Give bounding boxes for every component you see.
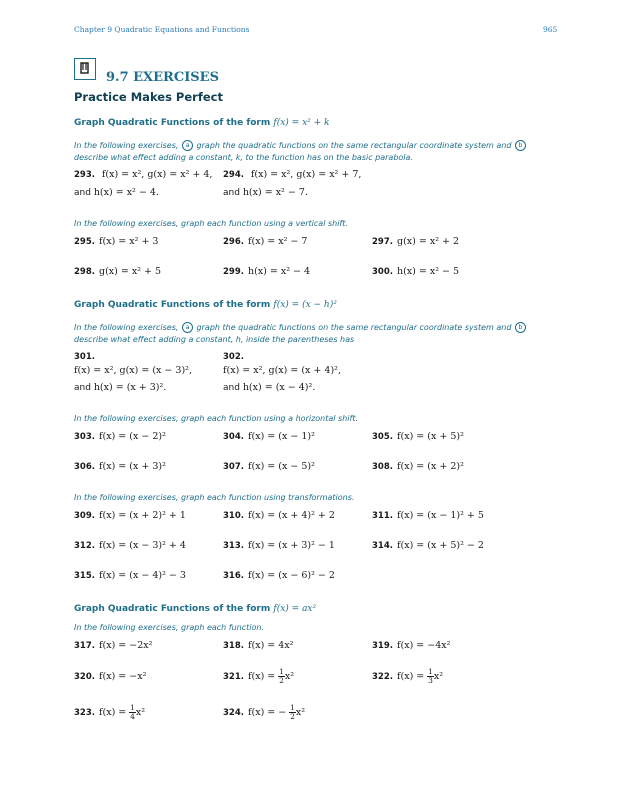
- exercise-312: 312. f(x) = (x − 3)² + 4: [74, 540, 186, 551]
- exercise-301-line2: and h(x) = (x + 3)².: [74, 382, 167, 393]
- group2-instructions: In the following exercises, graph each function using a vertical shift.: [74, 219, 348, 228]
- part-b-badge: b: [515, 140, 526, 151]
- exercise-313: 313. f(x) = (x + 3)² − 1: [223, 540, 335, 551]
- exercise-301: f(x) = x², g(x) = (x − 3)²,: [74, 365, 192, 376]
- exercise-315: 315. f(x) = (x − 4)² − 3: [74, 570, 186, 581]
- exercise-305: 305. f(x) = (x + 5)²: [372, 431, 464, 442]
- exercise-301-number: 301.: [74, 352, 95, 362]
- group6-heading: Graph Quadratic Functions of the form f(x) = ax²: [74, 604, 317, 614]
- group3-heading: Graph Quadratic Functions of the form f(x) = (x − h)²: [74, 300, 337, 310]
- exercise-300: 300. h(x) = x² − 5: [372, 266, 460, 277]
- exercise-318: 318. f(x) = 4x²: [223, 640, 294, 651]
- fraction: $\frac{1}{3}$: [428, 667, 433, 685]
- exercise-294: 294. f(x) = x², g(x) = x² + 7,: [223, 169, 362, 180]
- exercise-294-line2: and h(x) = x² − 7.: [223, 187, 308, 198]
- exercise-296: 296. f(x) = x² − 7: [223, 236, 308, 247]
- group3-instructions: In the following exercises, a graph the quadratic functions on the same rectangular coordinate system and b describe what effect adding a constant, h, inside the parentheses has: [74, 322, 560, 346]
- exercise-307: 307. f(x) = (x − 5)²: [223, 461, 315, 472]
- exercise-295: 295. f(x) = x² + 3: [74, 236, 159, 247]
- fraction: $\frac{1}{2}$: [279, 667, 284, 685]
- section-subtitle: Practice Makes Perfect: [74, 90, 223, 104]
- group5-instructions: In the following exercises, graph each function using transformations.: [74, 493, 355, 502]
- exercise-320: 320. f(x) = −x²: [74, 671, 147, 682]
- pencil-icon: [75, 59, 94, 78]
- fraction: $\frac{1}{4}$: [130, 703, 135, 721]
- group6-instructions: In the following exercises, graph each function.: [74, 623, 265, 632]
- exercise-293: 293. f(x) = x², g(x) = x² + 4,: [74, 169, 213, 180]
- exercise-304: 304. f(x) = (x − 1)²: [223, 431, 315, 442]
- section-icon-box: [74, 58, 96, 80]
- exercise-302: f(x) = x², g(x) = (x + 4)²,: [223, 365, 341, 376]
- group4-instructions: In the following exercises, graph each function using a horizontal shift.: [74, 414, 359, 423]
- exercise-306: 306. f(x) = (x + 3)²: [74, 461, 166, 472]
- exercise-323: 323. f(x) = $\frac{1}{4}$ x²: [74, 703, 146, 721]
- group1-instructions: In the following exercises, a graph the quadratic functions on the same rectangular coordinate system and b describe what effect adding a constant, k, to the function has on the basic parabola.: [74, 140, 560, 164]
- exercise-302-line2: and h(x) = (x − 4)².: [223, 382, 316, 393]
- part-a-badge: a: [182, 140, 193, 151]
- exercise-321: 321. f(x) = $\frac{1}{2}$ x²: [223, 667, 295, 685]
- exercise-314: 314. f(x) = (x + 5)² − 2: [372, 540, 484, 551]
- fraction: $\frac{1}{2}$: [290, 703, 295, 721]
- part-a-badge: a: [182, 322, 193, 333]
- exercise-309: 309. f(x) = (x + 2)² + 1: [74, 510, 186, 521]
- exercise-299: 299. h(x) = x² − 4: [223, 266, 311, 277]
- exercise-319: 319. f(x) = −4x²: [372, 640, 451, 651]
- group1-heading: Graph Quadratic Functions of the form f(x) = x² + k: [74, 118, 330, 128]
- page-number: 965: [543, 25, 558, 34]
- exercise-316: 316. f(x) = (x − 6)² − 2: [223, 570, 335, 581]
- exercise-317: 317. f(x) = −2x²: [74, 640, 153, 651]
- exercise-324: 324. f(x) = − $\frac{1}{2}$ x²: [223, 703, 306, 721]
- exercise-302-number: 302.: [223, 352, 244, 362]
- exercise-308: 308. f(x) = (x + 2)²: [372, 461, 464, 472]
- exercise-311: 311. f(x) = (x − 1)² + 5: [372, 510, 484, 521]
- exercise-293-line2: and h(x) = x² − 4.: [74, 187, 159, 198]
- exercise-310: 310. f(x) = (x + 4)² + 2: [223, 510, 335, 521]
- exercise-298: 298. g(x) = x² + 5: [74, 266, 162, 277]
- exercise-322: 322. f(x) = $\frac{1}{3}$ x²: [372, 667, 444, 685]
- exercise-297: 297. g(x) = x² + 2: [372, 236, 460, 247]
- section-title: 9.7 EXERCISES: [106, 70, 219, 85]
- exercise-303: 303. f(x) = (x − 2)²: [74, 431, 166, 442]
- part-b-badge: b: [515, 322, 526, 333]
- running-header-chapter: Chapter 9 Quadratic Equations and Functions: [74, 25, 250, 34]
